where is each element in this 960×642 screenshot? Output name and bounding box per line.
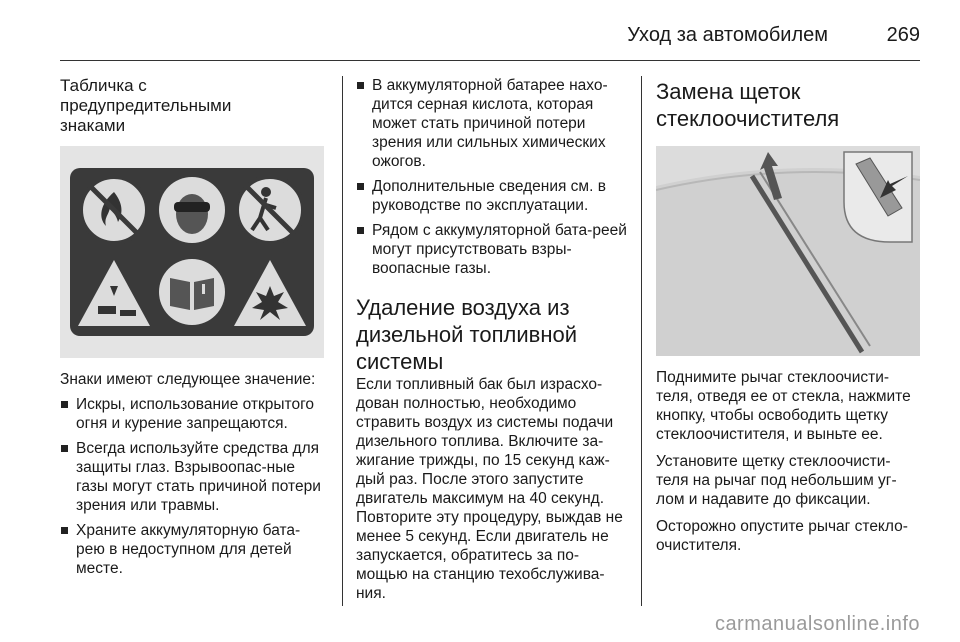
page-header: [60, 10, 920, 58]
column-divider: [641, 76, 642, 606]
list-item: Дополнительные сведения см. в руководстве по эксплуатации.: [356, 177, 628, 215]
acid-warning-icon: [78, 260, 150, 326]
explosion-warning-icon: [234, 260, 306, 326]
diesel-bleeding-text: Если топливный бак был израсхо-дован полностью, необходимо стравить воздух из системы подачи дизельного топлива. Включите за-жигание трижды, по 15 секунд каж-дый раз. После этого запустите двигатель максимум на 40 секунд. Повторите эту процедуру, выждав не менее 5 секунд. Если двигатель не запускается, обратитесь за по-мощью на станцию техобслужива-ния.: [356, 376, 623, 602]
read-manual-icon: [159, 259, 225, 325]
list-item: Рядом с аккумуляторной бата-реей могут присутствовать взры-воопасные газы.: [356, 221, 628, 278]
section-heading-wiper-blades: Замена щеток стеклоочистителя: [656, 79, 840, 131]
bullet-icon: [357, 183, 364, 190]
no-fire-icon: [81, 177, 147, 243]
list-item: В аккумуляторной батарее нахо-дится серная кислота, которая может стать причиной потери зрения или сильных химических ожогов.: [356, 76, 628, 171]
page-number: 269: [886, 24, 920, 46]
header-title: Уход за автомобилем: [627, 24, 828, 46]
signs-intro: Знаки имеют следующее значение:: [60, 371, 316, 388]
battery-warnings-list: [356, 76, 628, 278]
bullet-icon: [61, 445, 68, 452]
bullet-icon: [357, 82, 364, 89]
bullet-icon: [61, 401, 68, 408]
column-2: [356, 76, 628, 603]
section-heading-warning-signs: Табличка с предупредительными знаками: [60, 76, 232, 135]
bullet-icon: [61, 527, 68, 534]
list-item: Всегда используйте средства для защиты глаз. Взрывоопас-ные газы могут стать причиной потери зрения или травмы.: [60, 439, 328, 515]
column-3: [656, 76, 920, 555]
wiper-step-3: Осторожно опустите рычаг стекло-очистителя.: [656, 518, 908, 554]
warning-signs-board: [70, 168, 314, 336]
warning-signs-figure: [60, 146, 324, 358]
wiper-step-1: Поднимите рычаг стеклоочисти-теля, отведя ее от стекла, нажмите кнопку, чтобы освободить щетку стеклоочистителя, и выньте ее.: [656, 369, 911, 443]
header-rule: [60, 60, 920, 61]
wiper-figure: [656, 146, 920, 356]
wiper-step-2: Установите щетку стеклоочисти-теля на рычаг под небольшим уг-лом и надавите до фиксации.: [656, 453, 897, 508]
bullet-icon: [357, 227, 364, 234]
section-heading-diesel-bleeding: Удаление воздуха из дизельной топливной системы: [356, 295, 578, 374]
signs-list: [60, 395, 328, 578]
eye-protection-icon: [159, 177, 225, 243]
column-1: [60, 76, 328, 578]
column-divider: [342, 76, 343, 606]
list-item: Храните аккумуляторную бата-рею в недоступном для детей месте.: [60, 521, 328, 578]
list-item: Искры, использование открытого огня и курение запрещаются.: [60, 395, 328, 433]
watermark: carmanualsonline.info: [714, 613, 920, 635]
keep-children-away-icon: [237, 177, 303, 243]
wiper-detail-inset: [844, 152, 912, 242]
